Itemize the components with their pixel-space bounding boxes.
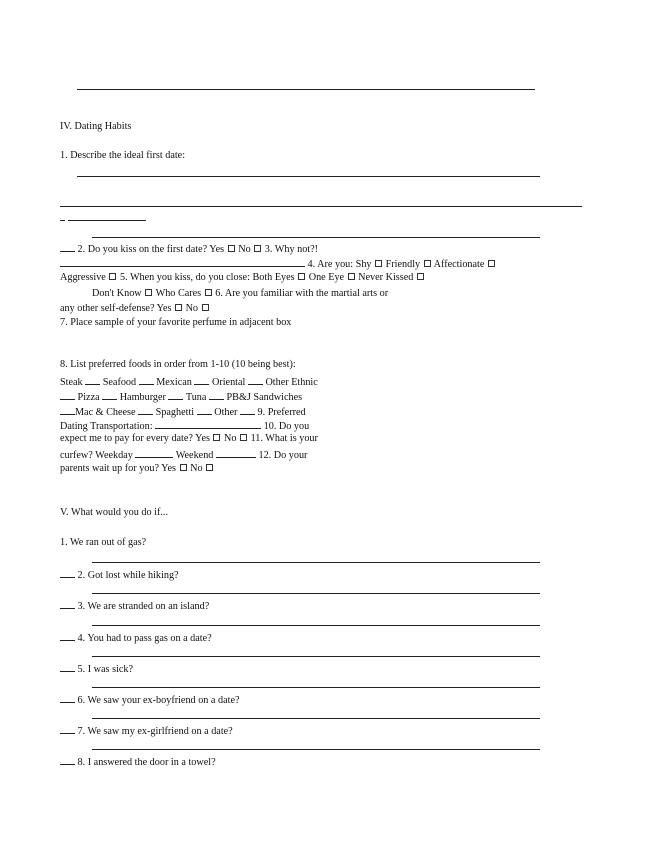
question-text: 6. Are you familiar with the martial arts or xyxy=(215,288,389,299)
list-item: 1. We ran out of gas? xyxy=(60,537,147,548)
option-label: No xyxy=(190,463,203,474)
checkbox[interactable] xyxy=(202,304,209,311)
item-text: 8. I answered the door in a towel? xyxy=(77,757,216,768)
answer-blank[interactable] xyxy=(60,755,75,765)
food-label: Pizza xyxy=(77,392,100,403)
answer-blank[interactable] xyxy=(60,242,75,252)
food-label: Oriental xyxy=(211,377,246,388)
question-text: 3. Why not?! xyxy=(264,244,319,255)
food-label: Spaghetti xyxy=(155,407,195,418)
answer-blank[interactable] xyxy=(209,390,224,400)
answer-blank[interactable] xyxy=(216,448,256,458)
answer-blank[interactable] xyxy=(139,375,154,385)
question-line xyxy=(60,448,307,462)
checkbox[interactable] xyxy=(145,289,152,296)
list-item xyxy=(60,599,209,613)
food-line xyxy=(60,390,302,404)
food-label: Steak xyxy=(60,377,83,388)
checkbox[interactable] xyxy=(206,464,213,471)
checkbox[interactable] xyxy=(180,464,187,471)
question-text: 11. What is your xyxy=(250,433,318,444)
answer-blank[interactable] xyxy=(60,662,75,672)
food-label: PB&J Sandwiches xyxy=(226,392,303,403)
checkbox[interactable] xyxy=(298,273,305,280)
list-item xyxy=(60,755,216,769)
item-text: 6. We saw your ex-boyfriend on a date? xyxy=(77,695,240,706)
list-item xyxy=(60,693,239,707)
question-text: parents wait up for you? Yes xyxy=(60,463,177,474)
question-text: 9. Preferred xyxy=(257,407,306,418)
question-line xyxy=(60,257,496,271)
question-text: 12. Do your xyxy=(258,450,308,461)
question-line xyxy=(60,419,309,433)
question-text: any other self-defense? Yes xyxy=(60,303,172,314)
question-text: 8. List preferred foods in order from 1-10 (10 being best): xyxy=(60,359,296,370)
answer-blank[interactable] xyxy=(102,390,117,400)
checkbox[interactable] xyxy=(109,273,116,280)
option-label: No xyxy=(238,244,251,255)
answer-line-short[interactable] xyxy=(60,212,146,225)
answer-line[interactable] xyxy=(92,562,540,563)
answer-blank[interactable] xyxy=(60,405,75,415)
option-label: Never Kissed xyxy=(358,272,414,283)
option-label: No xyxy=(185,303,199,314)
food-label: Mexican xyxy=(156,377,192,388)
list-item xyxy=(60,568,179,582)
item-text: 5. I was sick? xyxy=(77,664,133,675)
answer-blank[interactable] xyxy=(60,724,75,734)
food-line xyxy=(60,375,318,389)
answer-blank[interactable] xyxy=(60,257,305,267)
checkbox[interactable] xyxy=(348,273,355,280)
food-label: Mac & Cheese xyxy=(75,407,136,418)
question-line xyxy=(60,242,318,256)
item-text: 7. We saw my ex-girlfriend on a date? xyxy=(77,726,233,737)
answer-blank[interactable] xyxy=(60,390,75,400)
answer-blank[interactable] xyxy=(248,375,263,385)
option-label: One Eye xyxy=(308,272,345,283)
question-line xyxy=(60,433,318,445)
option-label: Don't Know xyxy=(92,288,142,299)
answer-blank[interactable] xyxy=(194,375,209,385)
answer-line[interactable] xyxy=(77,89,535,90)
answer-line[interactable] xyxy=(77,176,540,177)
checkbox[interactable] xyxy=(488,260,495,267)
food-label: Other Ethnic xyxy=(265,377,318,388)
answer-line[interactable] xyxy=(92,237,540,238)
checkbox[interactable] xyxy=(228,245,235,252)
checkbox[interactable] xyxy=(375,260,382,267)
checkbox[interactable] xyxy=(205,289,212,296)
list-item xyxy=(60,662,133,676)
option-label: Who Cares xyxy=(155,288,202,299)
question-text: 5. When you kiss, do you close: Both Eyes xyxy=(119,272,295,283)
option-label: Affectionate xyxy=(433,259,485,270)
answer-line[interactable] xyxy=(92,625,540,626)
answer-blank[interactable] xyxy=(155,419,261,429)
checkbox[interactable] xyxy=(417,273,424,280)
answer-line[interactable] xyxy=(92,656,540,657)
item-text: 3. We are stranded on an island? xyxy=(77,601,210,612)
answer-line[interactable] xyxy=(92,749,540,750)
section-heading: V. What would you do if... xyxy=(60,507,169,518)
checkbox[interactable] xyxy=(254,245,261,252)
food-label: Hamburger xyxy=(119,392,166,403)
answer-blank[interactable] xyxy=(60,693,75,703)
food-line xyxy=(60,405,306,419)
question-text: Dating Transportation: xyxy=(60,421,153,432)
option-label: No xyxy=(224,433,237,444)
question-line xyxy=(60,272,425,284)
question-text: curfew? Weekday xyxy=(60,450,133,461)
option-label: Weekend xyxy=(175,450,214,461)
answer-line[interactable] xyxy=(92,718,540,719)
option-label: Friendly xyxy=(385,259,421,270)
question-line xyxy=(60,463,214,475)
question-text: 2. Do you kiss on the first date? Yes xyxy=(77,244,225,255)
checkbox[interactable] xyxy=(175,304,182,311)
answer-line[interactable] xyxy=(92,687,540,688)
question-line xyxy=(92,288,388,300)
question-text: expect me to pay for every date? Yes xyxy=(60,433,210,444)
checkbox[interactable] xyxy=(424,260,431,267)
checkbox[interactable] xyxy=(213,434,220,441)
list-item xyxy=(60,724,233,738)
checkbox[interactable] xyxy=(240,434,247,441)
answer-blank[interactable] xyxy=(60,631,75,641)
answer-blank[interactable] xyxy=(138,405,153,415)
item-text: 2. Got lost while hiking? xyxy=(77,570,179,581)
answer-blank[interactable] xyxy=(60,599,75,609)
answer-line[interactable] xyxy=(60,206,582,207)
option-label: Aggressive xyxy=(60,272,106,283)
answer-blank[interactable] xyxy=(85,375,100,385)
answer-blank[interactable] xyxy=(197,405,212,415)
section-heading: IV. Dating Habits xyxy=(60,121,132,132)
food-label: Other xyxy=(214,407,238,418)
food-label: Tuna xyxy=(185,392,207,403)
question-text: 1. Describe the ideal first date: xyxy=(60,150,186,161)
answer-blank[interactable] xyxy=(240,405,255,415)
food-label: Seafood xyxy=(102,377,137,388)
question-text: 4. Are you: Shy xyxy=(307,259,372,270)
question-text: 10. Do you xyxy=(263,421,310,432)
answer-line[interactable] xyxy=(92,593,540,594)
answer-blank[interactable] xyxy=(135,448,173,458)
list-item xyxy=(60,631,212,645)
question-line xyxy=(60,303,210,315)
item-text: 4. You had to pass gas on a date? xyxy=(77,633,212,644)
answer-blank[interactable] xyxy=(60,568,75,578)
question-text: 7. Place sample of your favorite perfume in adjacent box xyxy=(60,317,292,328)
answer-blank[interactable] xyxy=(168,390,183,400)
